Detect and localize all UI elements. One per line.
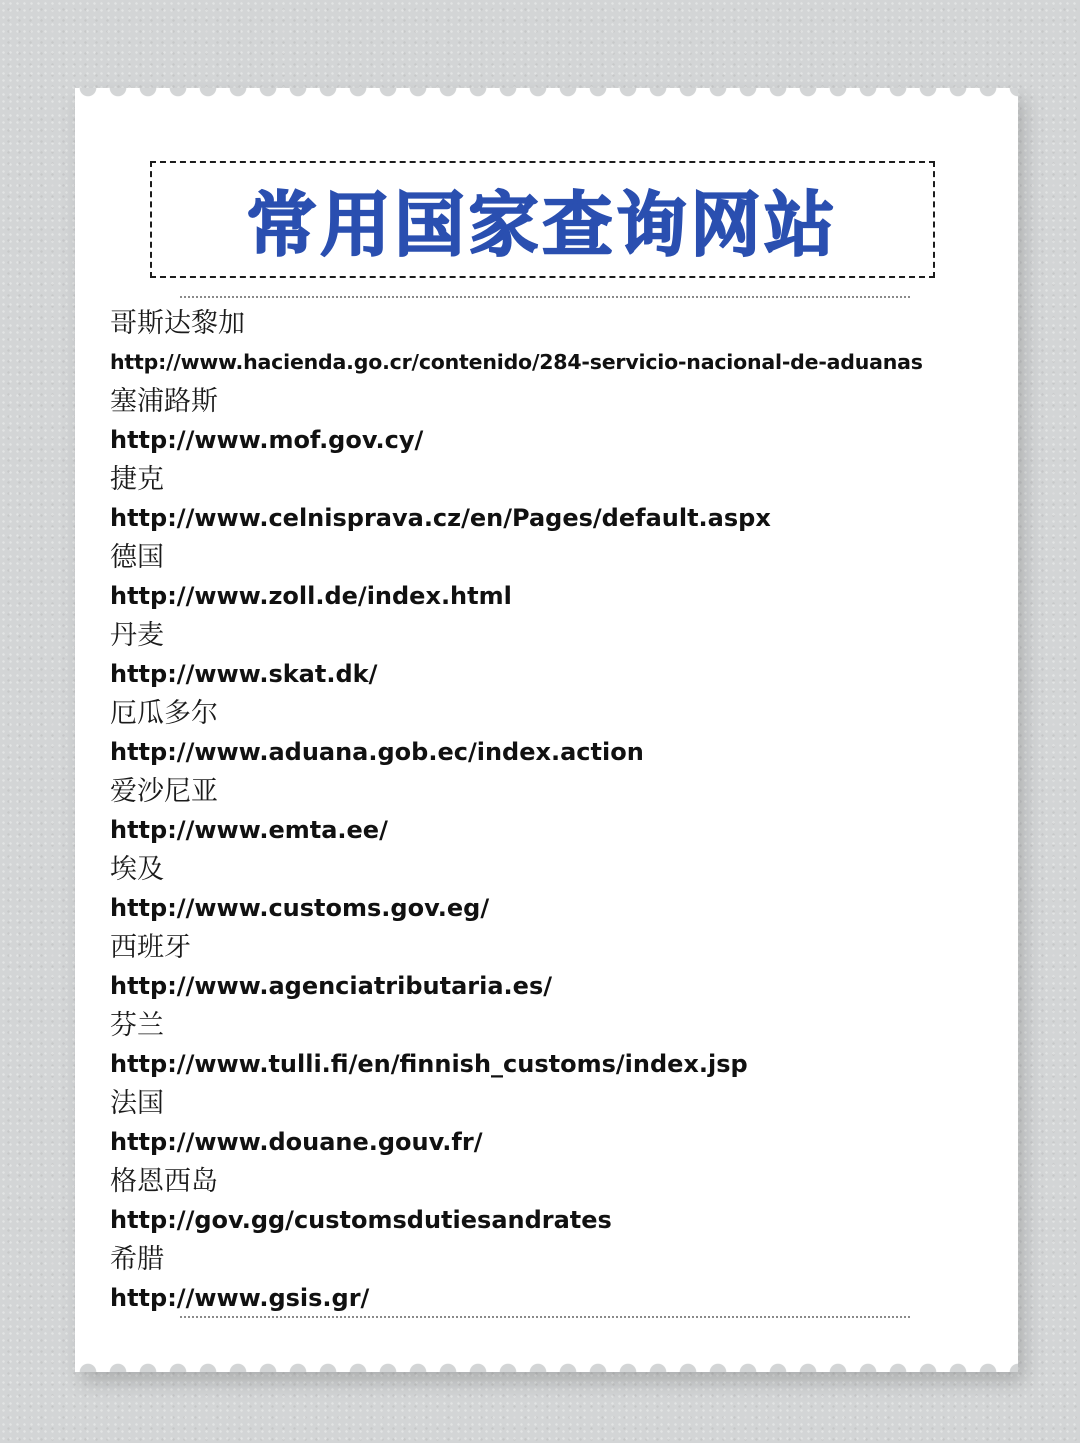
country-name: 希腊 xyxy=(110,1244,164,1275)
site-url: http://www.aduana.gob.ec/index.action xyxy=(110,738,644,766)
list-item xyxy=(110,1162,1015,1240)
scalloped-top-edge xyxy=(75,88,1018,102)
list-item xyxy=(110,460,1015,538)
site-url: http://www.zoll.de/index.html xyxy=(110,582,512,610)
site-url: http://www.emta.ee/ xyxy=(110,816,388,844)
list-item xyxy=(110,382,1015,460)
country-name: 西班牙 xyxy=(110,932,191,963)
site-list xyxy=(110,304,1015,1318)
site-url: http://www.gsis.gr/ xyxy=(110,1284,370,1312)
country-name: 德国 xyxy=(110,542,164,573)
country-name: 格恩西岛 xyxy=(110,1166,218,1197)
country-name: 芬兰 xyxy=(110,1010,164,1041)
list-item xyxy=(110,928,1015,1006)
site-url: http://www.celnisprava.cz/en/Pages/default.aspx xyxy=(110,504,771,532)
dotted-divider-top xyxy=(180,296,910,298)
site-url: http://gov.gg/customsdutiesandrates xyxy=(110,1206,612,1234)
list-item xyxy=(110,538,1015,616)
list-item xyxy=(110,1240,1015,1318)
list-item xyxy=(110,772,1015,850)
list-item xyxy=(110,1084,1015,1162)
country-name: 捷克 xyxy=(110,464,164,495)
title-frame xyxy=(150,161,935,278)
scalloped-bottom-edge xyxy=(75,1358,1018,1372)
country-name: 塞浦路斯 xyxy=(110,386,218,417)
list-item xyxy=(110,694,1015,772)
country-name: 丹麦 xyxy=(110,620,164,651)
country-name: 法国 xyxy=(110,1088,164,1119)
country-name: 爱沙尼亚 xyxy=(110,776,218,807)
list-item xyxy=(110,304,1015,382)
country-name: 哥斯达黎加 xyxy=(110,308,245,339)
site-url: http://www.douane.gouv.fr/ xyxy=(110,1128,483,1156)
list-item xyxy=(110,616,1015,694)
site-url: http://www.skat.dk/ xyxy=(110,660,378,688)
site-url: http://www.customs.gov.eg/ xyxy=(110,894,490,922)
country-name: 埃及 xyxy=(110,854,164,885)
site-url: http://www.mof.gov.cy/ xyxy=(110,426,424,454)
dotted-divider-bottom xyxy=(180,1316,910,1318)
site-url: http://www.agenciatributaria.es/ xyxy=(110,972,552,1000)
paper-card xyxy=(75,88,1018,1372)
site-url: http://www.hacienda.go.cr/contenido/284-servicio-nacional-de-aduanas xyxy=(110,350,923,374)
country-name: 厄瓜多尔 xyxy=(110,698,218,729)
page-title: 常用国家查询网站 xyxy=(246,184,839,266)
list-item xyxy=(110,1006,1015,1084)
list-item xyxy=(110,850,1015,928)
site-url: http://www.tulli.fi/en/finnish_customs/index.jsp xyxy=(110,1050,748,1078)
